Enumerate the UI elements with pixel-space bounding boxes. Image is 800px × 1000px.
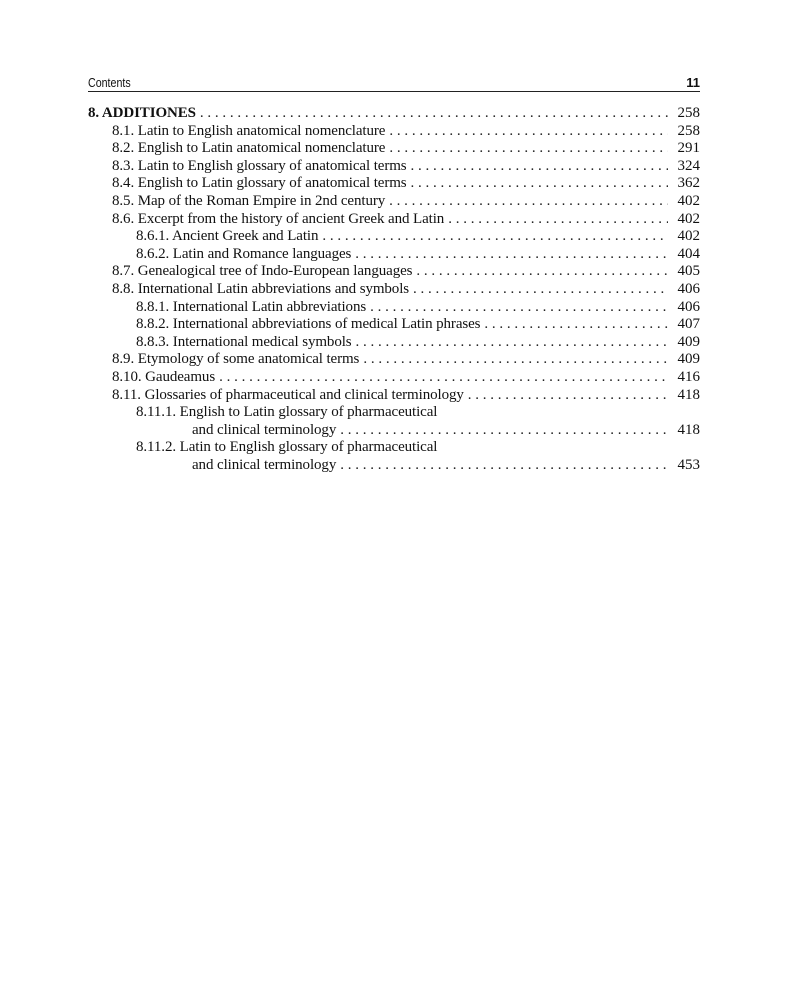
dot-leader [389,123,668,141]
dot-leader [413,281,668,299]
running-head-title: Contents [88,75,131,90]
toc-entry-title: 8.6. Excerpt from the history of ancient Greek and Latin [112,210,445,227]
toc-entry [88,404,700,422]
dot-leader [219,369,668,387]
toc-entry-page: 409 [677,333,700,350]
toc-entry-title: 8.4. English to Latin glossary of anatomical terms [112,175,407,192]
toc-entry [88,351,700,369]
toc-entry [88,457,700,475]
toc-entry-page: 418 [677,386,700,403]
toc-entry-title: 8.5. Map of the Roman Empire in 2nd century [112,192,386,209]
toc-entry-page: 416 [677,368,700,385]
toc-entry-title: 8.8.1. International Latin abbreviations [136,298,367,315]
toc-entry-title: and clinical terminology [192,456,337,473]
toc-entry-page: 324 [677,157,700,174]
dot-leader [468,387,668,405]
toc-entry-page: 406 [677,280,700,297]
toc-entry-page: 418 [677,421,700,438]
toc-entry-page: 406 [677,298,700,315]
dot-leader [355,246,668,264]
toc-entry [88,193,700,211]
toc-entry [88,105,700,123]
dot-leader [411,158,668,176]
toc-entry-title: 8.8. International Latin abbreviations and symbols [112,280,410,297]
dot-leader [448,211,668,229]
toc-entry [88,316,700,334]
toc-entry-page: 258 [677,105,700,121]
toc-entry-page: 404 [677,245,700,262]
toc-entry [88,281,700,299]
toc-entry-title: and clinical terminology [192,421,337,438]
dot-leader [411,175,668,193]
toc-entry-title: 8.1. Latin to English anatomical nomenclature [112,122,386,139]
toc-entry-title: 8.6.2. Latin and Romance languages [136,245,352,262]
toc-entry-title: 8.8.2. International abbreviations of medical Latin phrases [136,316,481,333]
toc-entry-page: 402 [677,228,700,245]
toc-entry [88,334,700,352]
dot-leader [200,105,668,123]
dot-leader [484,316,668,334]
toc-entry [88,175,700,193]
dot-leader [356,334,668,352]
toc-entry-page: 407 [677,316,700,333]
dot-leader [363,351,668,369]
toc-entry-title: 8.2. English to Latin anatomical nomenclature [112,140,386,157]
toc-entry-page: 362 [677,175,700,192]
toc-entry [88,369,700,387]
dot-leader [322,228,668,246]
dot-leader [416,263,668,281]
toc-entry [88,246,700,264]
toc-entry-title: 8.11.1. English to Latin glossary of pharmaceutical [136,404,438,421]
toc-entry-title: 8.8.3. International medical symbols [136,333,352,350]
toc-entry-title: 8.10. Gaudeamus [112,368,216,385]
document-page [88,70,700,474]
toc-entry-title: 8.6.1. Ancient Greek and Latin [136,228,319,245]
toc-entry-title: 8.9. Etymology of some anatomical terms [112,351,360,368]
toc-entry [88,299,700,317]
toc-entry [88,263,700,281]
toc-entry [88,387,700,405]
toc-entry [88,123,700,141]
toc-entry-page: 405 [677,263,700,280]
table-of-contents [88,105,700,474]
toc-entry [88,211,700,229]
toc-entry-title: 8.11.2. Latin to English glossary of pharmaceutical [136,439,438,456]
dot-leader [389,140,668,158]
toc-entry-page: 409 [677,351,700,368]
toc-entry-page: 258 [677,122,700,139]
toc-entry-title: 8.7. Genealogical tree of Indo-European languages [112,263,413,280]
dot-leader [389,193,668,211]
dot-leader [340,457,668,475]
toc-entry-page: 291 [677,140,700,157]
toc-entry-page: 402 [677,210,700,227]
toc-entry [88,228,700,246]
toc-entry [88,422,700,440]
toc-entry [88,140,700,158]
toc-entry [88,158,700,176]
toc-entry-page: 453 [677,456,700,473]
toc-entry [88,439,700,457]
running-head [88,70,700,92]
toc-entry-title: 8. ADDITIONES [88,105,196,121]
toc-entry-title: 8.3. Latin to English glossary of anatomical terms [112,157,407,174]
dot-leader [370,299,668,317]
dot-leader [340,422,668,440]
toc-entry-page: 402 [677,192,700,209]
toc-entry-title: 8.11. Glossaries of pharmaceutical and clinical terminology [112,386,464,403]
page-number: 11 [686,75,700,90]
